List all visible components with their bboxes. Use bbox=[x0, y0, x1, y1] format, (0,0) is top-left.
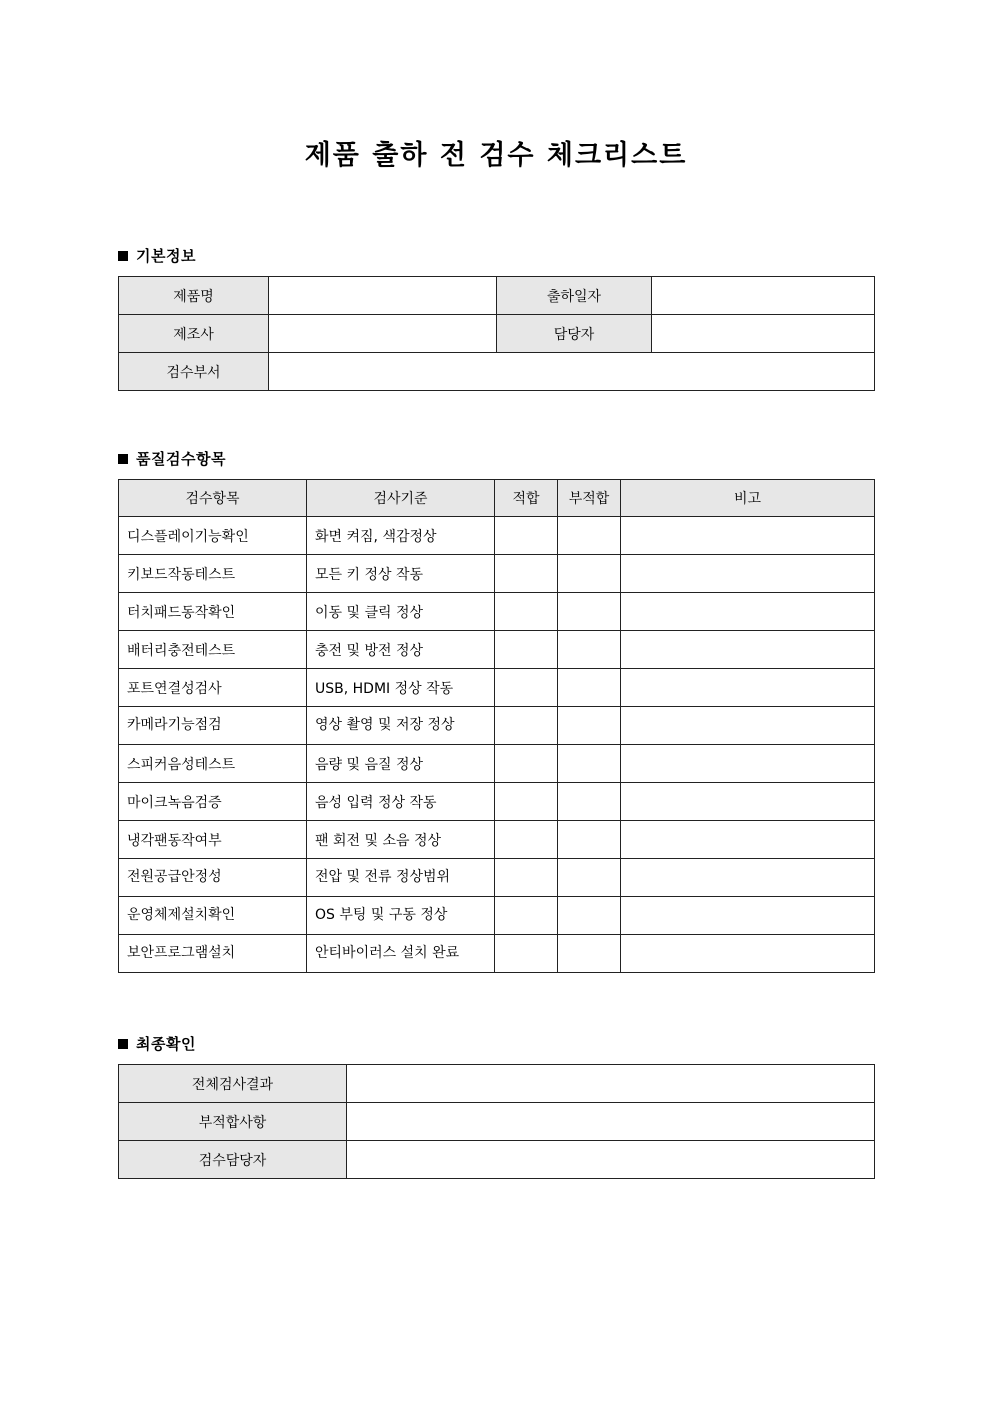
basic-info-label-product-name: 제품명 bbox=[119, 277, 269, 315]
table-row bbox=[119, 315, 875, 353]
basic-info-value-ship-date[interactable] bbox=[652, 277, 875, 315]
column-header-criteria: 검사기준 bbox=[307, 480, 495, 517]
quality-criteria: 충전 및 방전 정상 bbox=[307, 631, 495, 669]
page-title: 제품 출하 전 검수 체크리스트 bbox=[304, 140, 688, 171]
quality-criteria: 음량 및 음질 정상 bbox=[307, 745, 495, 783]
quality-check-heading-label: 품질검수항목 bbox=[136, 450, 226, 468]
quality-pass-cell[interactable] bbox=[495, 555, 558, 593]
quality-item: 키보드작동테스트 bbox=[119, 555, 307, 593]
quality-pass-cell[interactable] bbox=[495, 897, 558, 935]
table-header-row bbox=[119, 480, 875, 517]
quality-criteria: 전압 및 전류 정상범위 bbox=[307, 859, 495, 897]
quality-note-cell[interactable] bbox=[621, 669, 875, 707]
table-row bbox=[119, 555, 875, 593]
final-check-heading-label: 최종확인 bbox=[136, 1035, 196, 1053]
quality-item: 운영체제설치확인 bbox=[119, 897, 307, 935]
table-row bbox=[119, 1103, 875, 1141]
quality-note-cell[interactable] bbox=[621, 821, 875, 859]
table-row bbox=[119, 277, 875, 315]
basic-info-value-product-name[interactable] bbox=[269, 277, 497, 315]
quality-note-cell[interactable] bbox=[621, 935, 875, 973]
quality-criteria: 이동 및 클릭 정상 bbox=[307, 593, 495, 631]
final-label-nonconformity: 부적합사항 bbox=[119, 1103, 347, 1141]
table-row bbox=[119, 593, 875, 631]
table-row bbox=[119, 859, 875, 897]
quality-fail-cell[interactable] bbox=[558, 859, 621, 897]
quality-note-cell[interactable] bbox=[621, 897, 875, 935]
quality-fail-cell[interactable] bbox=[558, 935, 621, 973]
quality-criteria: 영상 촬영 및 저장 정상 bbox=[307, 707, 495, 745]
quality-fail-cell[interactable] bbox=[558, 517, 621, 555]
quality-note-cell[interactable] bbox=[621, 593, 875, 631]
quality-criteria: 음성 입력 정상 작동 bbox=[307, 783, 495, 821]
quality-note-cell[interactable] bbox=[621, 517, 875, 555]
table-row bbox=[119, 783, 875, 821]
quality-pass-cell[interactable] bbox=[495, 935, 558, 973]
final-value-inspector[interactable] bbox=[347, 1141, 875, 1179]
quality-criteria: OS 부팅 및 구동 정상 bbox=[307, 897, 495, 935]
quality-check-table bbox=[118, 479, 875, 973]
quality-criteria: 팬 회전 및 소음 정상 bbox=[307, 821, 495, 859]
quality-fail-cell[interactable] bbox=[558, 555, 621, 593]
quality-pass-cell[interactable] bbox=[495, 821, 558, 859]
basic-info-label-person-in-charge: 담당자 bbox=[497, 315, 652, 353]
quality-item: 냉각팬동작여부 bbox=[119, 821, 307, 859]
quality-check-section bbox=[118, 448, 874, 973]
basic-info-value-inspection-dept[interactable] bbox=[269, 353, 875, 391]
final-value-nonconformity[interactable] bbox=[347, 1103, 875, 1141]
quality-pass-cell[interactable] bbox=[495, 707, 558, 745]
table-row bbox=[119, 745, 875, 783]
basic-info-label-manufacturer: 제조사 bbox=[119, 315, 269, 353]
final-check-heading bbox=[118, 1033, 874, 1054]
quality-fail-cell[interactable] bbox=[558, 593, 621, 631]
quality-item: 배터리충전테스트 bbox=[119, 631, 307, 669]
quality-item: 카메라기능점검 bbox=[119, 707, 307, 745]
basic-info-label-inspection-dept: 검수부서 bbox=[119, 353, 269, 391]
column-header-fail: 부적합 bbox=[558, 480, 621, 517]
quality-note-cell[interactable] bbox=[621, 555, 875, 593]
table-row bbox=[119, 935, 875, 973]
final-value-overall-result[interactable] bbox=[347, 1065, 875, 1103]
quality-note-cell[interactable] bbox=[621, 859, 875, 897]
final-check-table bbox=[118, 1064, 875, 1179]
table-row bbox=[119, 669, 875, 707]
basic-info-section bbox=[118, 245, 874, 391]
quality-criteria: USB, HDMI 정상 작동 bbox=[307, 669, 495, 707]
quality-note-cell[interactable] bbox=[621, 745, 875, 783]
basic-info-heading-label: 기본정보 bbox=[136, 247, 196, 265]
quality-check-heading bbox=[118, 448, 874, 469]
quality-pass-cell[interactable] bbox=[495, 745, 558, 783]
quality-item: 마이크녹음검증 bbox=[119, 783, 307, 821]
quality-criteria: 화면 켜짐, 색감정상 bbox=[307, 517, 495, 555]
quality-pass-cell[interactable] bbox=[495, 783, 558, 821]
quality-pass-cell[interactable] bbox=[495, 593, 558, 631]
square-bullet-icon bbox=[118, 454, 128, 464]
quality-pass-cell[interactable] bbox=[495, 859, 558, 897]
quality-item: 스피커음성테스트 bbox=[119, 745, 307, 783]
quality-criteria: 안티바이러스 설치 완료 bbox=[307, 935, 495, 973]
quality-fail-cell[interactable] bbox=[558, 707, 621, 745]
quality-fail-cell[interactable] bbox=[558, 631, 621, 669]
table-row bbox=[119, 353, 875, 391]
final-label-inspector: 검수담당자 bbox=[119, 1141, 347, 1179]
table-row bbox=[119, 1065, 875, 1103]
quality-criteria: 모든 키 정상 작동 bbox=[307, 555, 495, 593]
table-row bbox=[119, 631, 875, 669]
quality-fail-cell[interactable] bbox=[558, 897, 621, 935]
final-label-overall-result: 전체검사결과 bbox=[119, 1065, 347, 1103]
quality-item: 보안프로그램설치 bbox=[119, 935, 307, 973]
quality-pass-cell[interactable] bbox=[495, 517, 558, 555]
table-row bbox=[119, 821, 875, 859]
quality-pass-cell[interactable] bbox=[495, 669, 558, 707]
quality-item: 디스플레이기능확인 bbox=[119, 517, 307, 555]
column-header-note: 비고 bbox=[621, 480, 875, 517]
quality-fail-cell[interactable] bbox=[558, 745, 621, 783]
table-row bbox=[119, 897, 875, 935]
basic-info-value-person-in-charge[interactable] bbox=[652, 315, 875, 353]
quality-note-cell[interactable] bbox=[621, 783, 875, 821]
square-bullet-icon bbox=[118, 1039, 128, 1049]
quality-item: 포트연결성검사 bbox=[119, 669, 307, 707]
quality-fail-cell[interactable] bbox=[558, 669, 621, 707]
column-header-item: 검수항목 bbox=[119, 480, 307, 517]
table-row bbox=[119, 517, 875, 555]
table-row bbox=[119, 707, 875, 745]
column-header-pass: 적합 bbox=[495, 480, 558, 517]
basic-info-heading bbox=[118, 245, 874, 266]
quality-pass-cell[interactable] bbox=[495, 631, 558, 669]
quality-note-cell[interactable] bbox=[621, 631, 875, 669]
square-bullet-icon bbox=[118, 251, 128, 261]
quality-item: 터치패드동작확인 bbox=[119, 593, 307, 631]
final-check-section bbox=[118, 1033, 874, 1179]
basic-info-label-ship-date: 출하일자 bbox=[497, 277, 652, 315]
basic-info-table bbox=[118, 276, 875, 391]
quality-item: 전원공급안정성 bbox=[119, 859, 307, 897]
basic-info-value-manufacturer[interactable] bbox=[269, 315, 497, 353]
quality-fail-cell[interactable] bbox=[558, 821, 621, 859]
quality-fail-cell[interactable] bbox=[558, 783, 621, 821]
table-row bbox=[119, 1141, 875, 1179]
quality-note-cell[interactable] bbox=[621, 707, 875, 745]
